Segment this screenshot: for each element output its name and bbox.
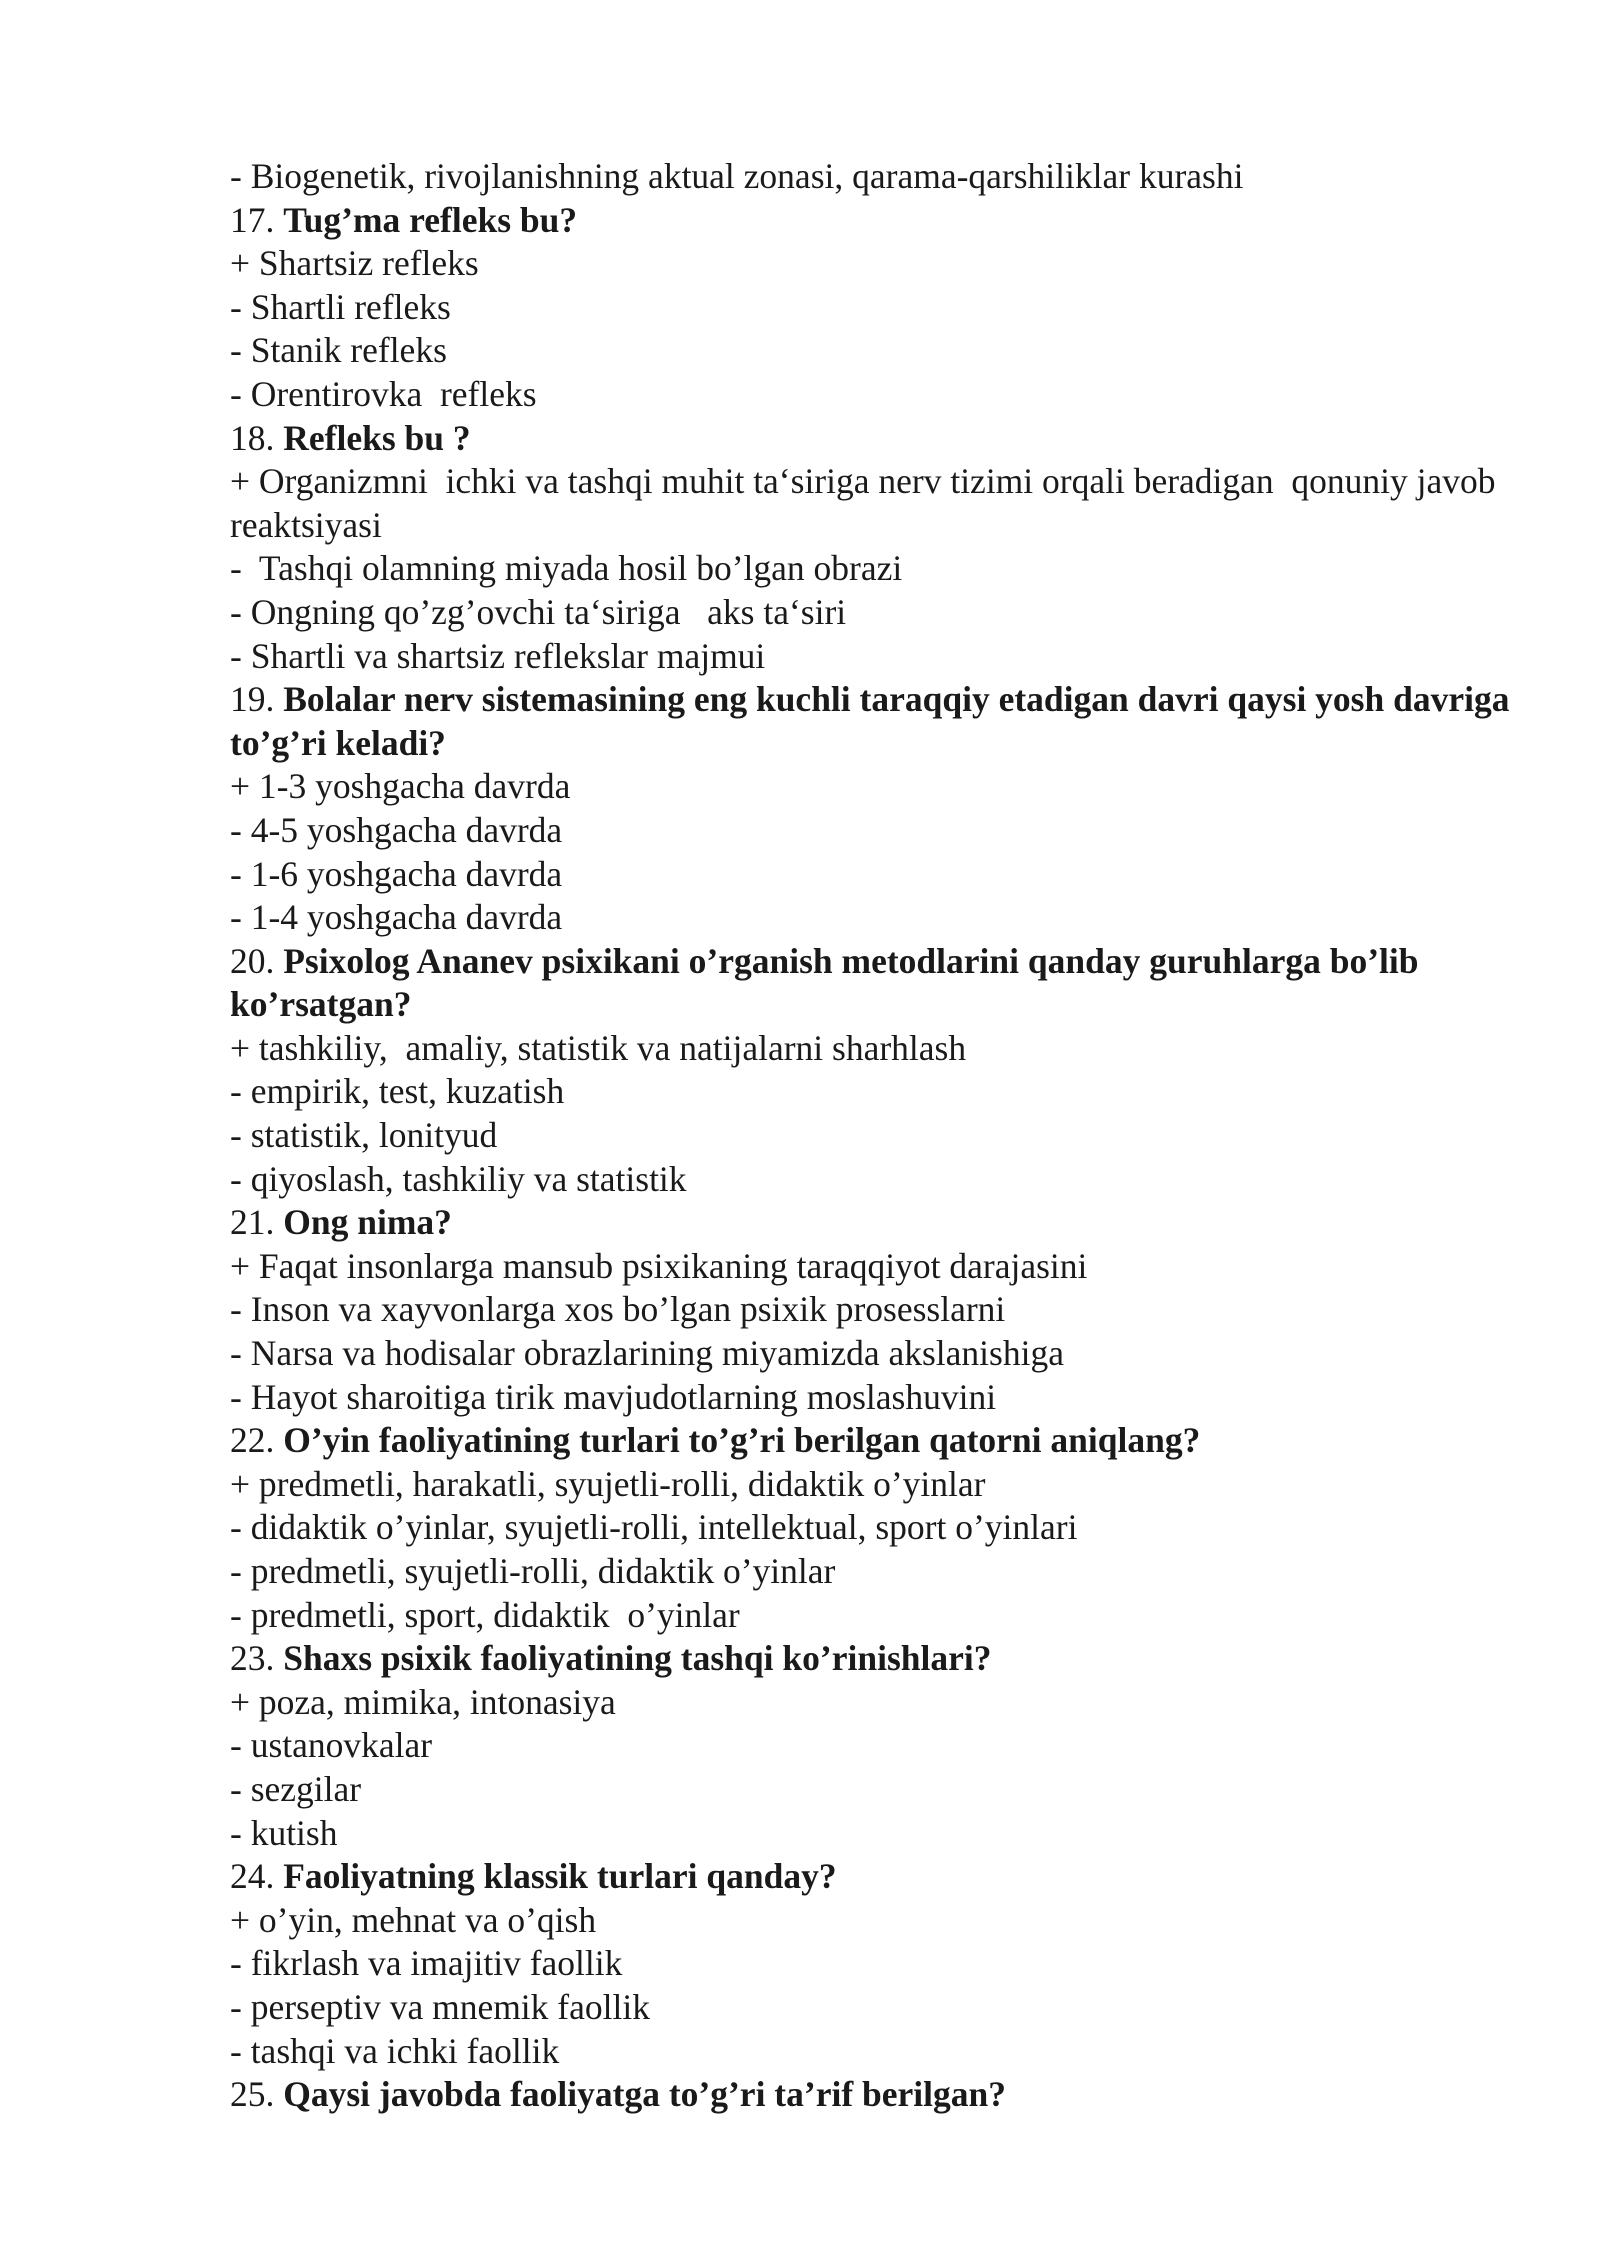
question-text: Qaysi javobda faoliyatga to’g’ri ta’rif berilgan? (283, 2074, 1006, 2115)
answer-option: - Inson va xayvonlarga xos bo’lgan psixik prosesslarni (230, 1289, 1006, 1330)
question-text: Bolalar nerv sistemasining eng kuchli taraqqiy etadigan davri qaysi yosh davriga to’g’ri keladi? (230, 679, 1510, 763)
question-text: Faoliyatning klassik turlari qanday? (283, 1856, 837, 1897)
answer-option: - kutish (230, 1812, 338, 1853)
answer-option: - predmetli, syujetli-rolli, didaktik o’yinlar (230, 1551, 836, 1591)
question-number: 23. (230, 1638, 275, 1679)
answer-option: - Orentirovka refleks (230, 373, 537, 414)
question-heading (230, 1419, 1530, 1463)
answer-option: - Shartli refleks (230, 286, 451, 327)
question-block (230, 417, 1530, 679)
question-heading (230, 940, 1530, 1027)
question-block (230, 1637, 1530, 1855)
answer-option: - perseptiv va mnemik faollik (230, 1986, 650, 2027)
question-text: O’yin faoliyatining turlari to’g’ri berilgan qatorni aniqlang? (283, 1420, 1201, 1461)
answer-option: + 1-3 yoshgacha davrda (230, 766, 571, 807)
question-block (230, 1419, 1530, 1637)
question-number: 22. (230, 1420, 275, 1461)
question-block (230, 199, 1530, 417)
question-block (230, 678, 1530, 940)
question-text: Tug’ma refleks bu? (283, 199, 578, 240)
question-text: Refleks bu ? (283, 417, 471, 458)
question-block (230, 1201, 1530, 1419)
answer-option: + tashkiliy, amaliy, statistik va natijalarni sharhlash (230, 1027, 967, 1068)
answer-option: - statistik, lonityud (230, 1115, 498, 1156)
answer-option: + Faqat insonlarga mansub psixikaning taraqqiyot darajasini (230, 1245, 1088, 1286)
question-number: 18. (230, 417, 275, 458)
question-heading (230, 678, 1530, 765)
answer-option: + o’yin, mehnat va o’qish (230, 1899, 597, 1940)
question-heading (230, 199, 1530, 243)
question-number: 20. (230, 940, 275, 981)
answer-option: - ustanovkalar (230, 1725, 433, 1766)
question-block (230, 2073, 1530, 2117)
question-number: 19. (230, 679, 275, 720)
question-heading (230, 417, 1530, 461)
question-number: 17. (230, 199, 275, 240)
question-list (230, 199, 1530, 2117)
question-text: Shaxs psixik faoliyatining tashqi ko’rinishlari? (283, 1638, 992, 1679)
question-text: Ong nima? (283, 1202, 452, 1243)
document-page (230, 155, 1530, 2117)
answer-option: - fikrlash va imajitiv faollik (230, 1943, 623, 1984)
answer-option: - didaktik o’yinlar, syujetli-rolli, intellektual, sport o’yinlari (230, 1507, 1078, 1548)
answer-option: + Organizmni ichki va tashqi muhit ta‘siriga nerv tizimi orqali beradigan qonuniy javob reaktsiyasi (230, 461, 1505, 545)
answer-option: - Tashqi olamning miyada hosil bo’lgan obrazi (230, 548, 903, 589)
answer-option: + Shartsiz refleks (230, 243, 479, 284)
question-block (230, 1855, 1530, 2073)
answer-option: + poza, mimika, intonasiya (230, 1681, 616, 1722)
question-block (230, 940, 1530, 1202)
question-heading (230, 1201, 1530, 1245)
intro-line: - Biogenetik, rivojlanishning aktual zonasi, qarama-qarshiliklar kurashi (230, 156, 1244, 196)
answer-option: - empirik, test, kuzatish (230, 1071, 565, 1112)
answer-option: - sezgilar (230, 1768, 362, 1809)
answer-option: - 4-5 yoshgacha davrda (230, 809, 563, 850)
question-text: Psixolog Ananev psixikani o’rganish metodlarini qanday guruhlarga bo’lib ko’rsatgan? (230, 940, 1419, 1025)
question-number: 21. (230, 1202, 275, 1243)
question-heading (230, 2073, 1530, 2117)
question-number: 25. (230, 2074, 275, 2115)
answer-option: - Narsa va hodisalar obrazlarining miyamizda akslanishiga (230, 1333, 1064, 1374)
answer-option: - Shartli va shartsiz reflekslar majmui (230, 635, 766, 676)
answer-option: - predmetli, sport, didaktik o’yinlar (230, 1594, 740, 1635)
question-heading (230, 1855, 1530, 1899)
answer-option: + predmetli, harakatli, syujetli-rolli, didaktik o’yinlar (230, 1463, 986, 1504)
answer-option: - 1-4 yoshgacha davrda (230, 897, 563, 938)
question-heading (230, 1637, 1530, 1681)
question-number: 24. (230, 1856, 275, 1897)
answer-option: - Stanik refleks (230, 330, 447, 371)
answer-option: - Hayot sharoitiga tirik mavjudotlarning moslashuvini (230, 1376, 997, 1417)
answer-option: - Ongning qo’zg’ovchi ta‘siriga aks ta‘siri (230, 591, 847, 632)
answer-option: - qiyoslash, tashkiliy va statistik (230, 1158, 687, 1199)
answer-option: - tashqi va ichki faollik (230, 2030, 560, 2071)
answer-option: - 1-6 yoshgacha davrda (230, 853, 563, 894)
